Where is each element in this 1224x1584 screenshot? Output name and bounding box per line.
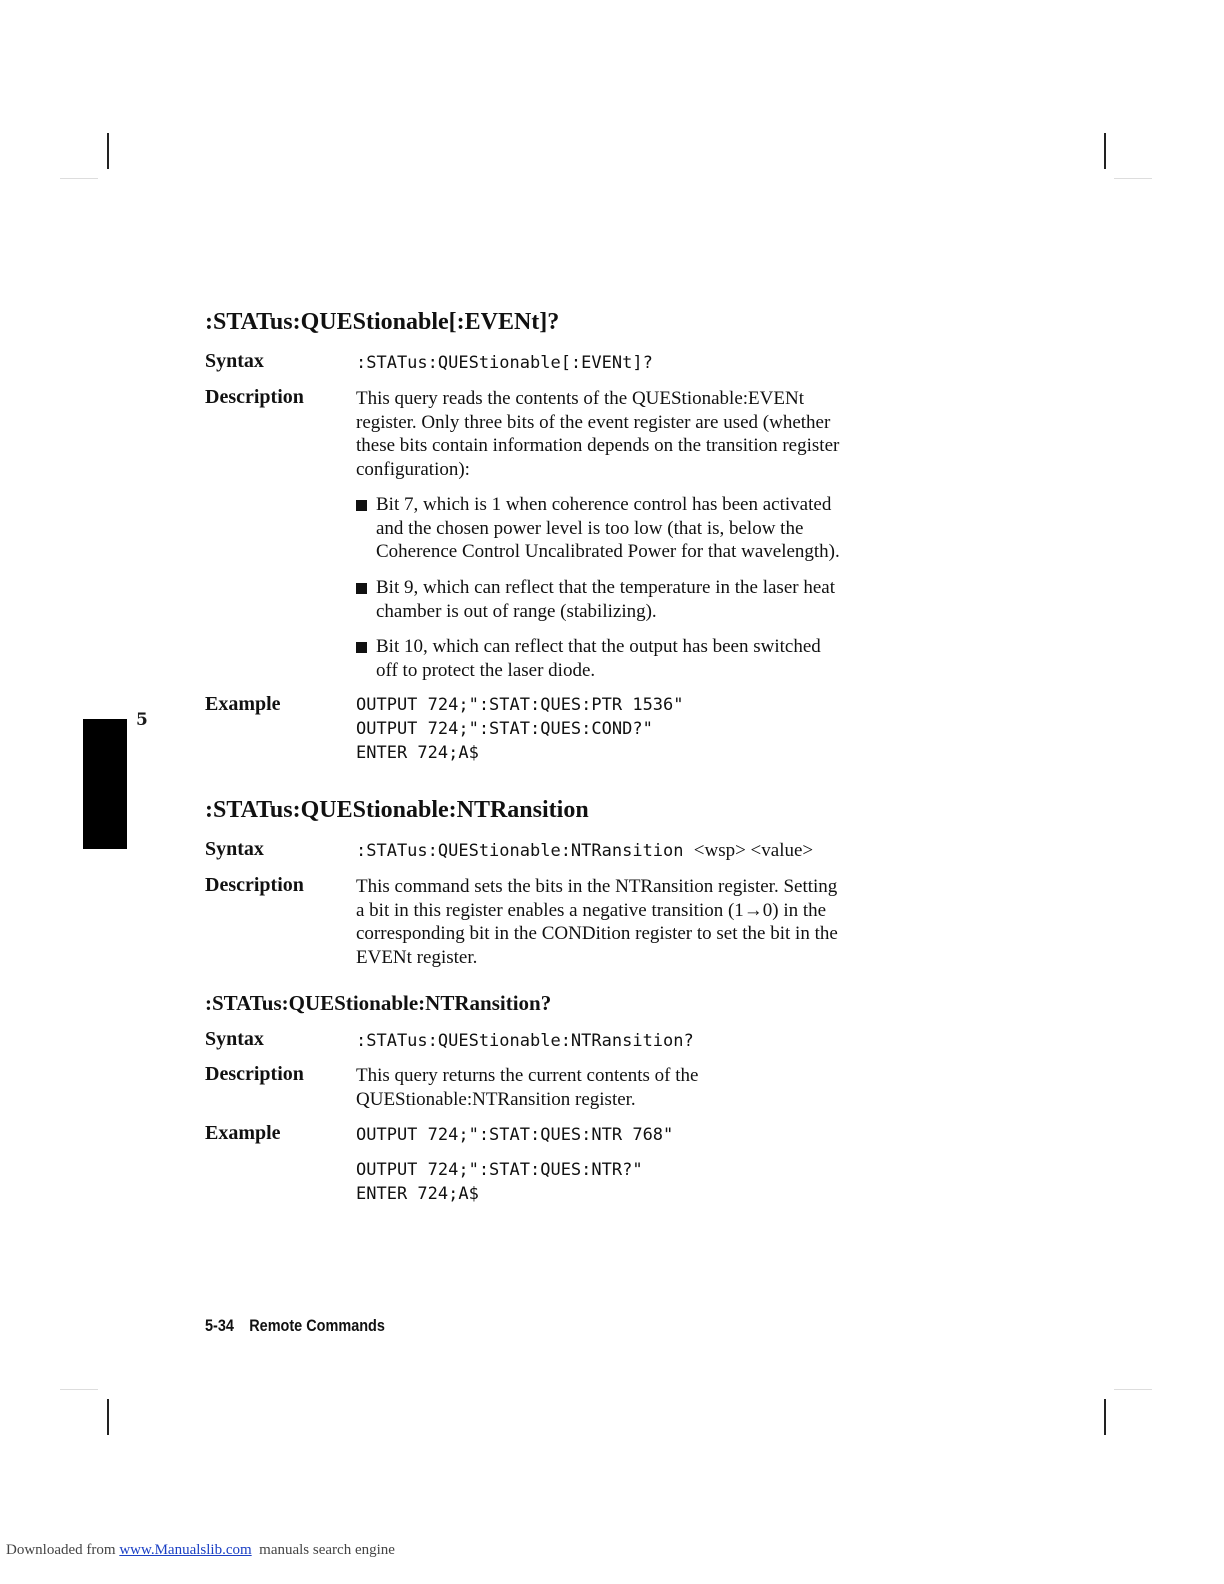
description-line: register. Only three bits of the event register are used (whether — [356, 411, 831, 433]
bullet-square-icon — [356, 500, 367, 511]
page-number: 5-34 — [205, 1316, 234, 1335]
example-code: OUTPUT 724;":STAT:QUES:NTR 768" — [356, 1125, 674, 1145]
syntax-label: Syntax — [205, 838, 264, 860]
description-line: This query reads the contents of the QUEStionable:EVENt — [356, 388, 804, 409]
description-text — [356, 1064, 961, 1111]
code-line: OUTPUT 724;":STAT:QUES:COND?" — [356, 719, 653, 739]
syntax-command-text: :STATus:QUEStionable:NTRansition — [356, 841, 684, 861]
code-line: OUTPUT 724;":STAT:QUES:NTR?" — [356, 1160, 643, 1180]
code-line: ENTER 724;A$ — [356, 1184, 479, 1204]
download-note — [6, 1542, 395, 1559]
bullet-line: off to protect the laser diode. — [376, 659, 596, 681]
example-code — [356, 1158, 643, 1206]
bullet-line: and the chosen power level is too low (that is, below the — [376, 517, 804, 539]
description-line: a bit in this register enables a negative transition (1→0) in the — [356, 899, 827, 921]
syntax-label: Syntax — [205, 350, 264, 372]
crop-mark-top-left — [107, 133, 109, 169]
section-heading: :STATus:QUEStionable:NTRansition? — [205, 991, 552, 1015]
code-line: ENTER 724;A$ — [356, 743, 479, 763]
description-text — [356, 387, 961, 481]
chapter-tab-number: 5 — [136, 710, 148, 730]
bullet-line: Bit 9, which can reflect that the temperature in the laser heat — [376, 577, 835, 598]
description-line: This command sets the bits in the NTRansition register. Setting — [356, 876, 838, 897]
description-line: configuration): — [356, 458, 470, 480]
crop-mark-top-left-h — [60, 178, 98, 179]
chapter-tab-block — [83, 719, 127, 849]
bullet-line: Bit 10, which can reflect that the output has been switched — [376, 636, 821, 657]
description-label: Description — [205, 874, 304, 896]
example-label: Example — [205, 1122, 281, 1144]
download-suffix: manuals search engine — [259, 1542, 395, 1558]
crop-mark-top-right-h — [1114, 178, 1152, 179]
manualslib-link[interactable]: www.Manualslib.com — [119, 1542, 252, 1558]
crop-mark-bottom-left-h — [60, 1389, 98, 1390]
syntax-command — [356, 839, 813, 863]
crop-mark-bottom-right — [1104, 1399, 1106, 1435]
description-label: Description — [205, 1063, 304, 1085]
chapter-title: Remote Commands — [249, 1316, 385, 1335]
syntax-label: Syntax — [205, 1028, 264, 1050]
description-label: Description — [205, 386, 304, 408]
crop-mark-bottom-right-h — [1114, 1389, 1152, 1390]
description-text — [356, 875, 961, 969]
description-line: QUEStionable:NTRansition register. — [356, 1088, 636, 1110]
crop-mark-bottom-left — [107, 1399, 109, 1435]
section-heading: :STATus:QUEStionable:NTRansition — [205, 797, 589, 823]
bullet-square-icon — [356, 642, 367, 653]
bullet-line: Bit 7, which is 1 when coherence control has been activated — [376, 494, 832, 515]
bullet-line: Coherence Control Uncalibrated Power for that wavelength). — [376, 541, 840, 562]
section-heading: :STATus:QUEStionable[:EVENt]? — [205, 309, 560, 335]
bullet-square-icon — [356, 583, 367, 594]
description-line: these bits contain information depends on the transition register — [356, 435, 840, 456]
code-line: OUTPUT 724;":STAT:QUES:PTR 1536" — [356, 695, 684, 715]
description-line: This query returns the current contents of the — [356, 1065, 699, 1086]
bullet-line: chamber is out of range (stabilizing). — [376, 600, 657, 622]
download-prefix: Downloaded from — [6, 1542, 116, 1558]
syntax-command: :STATus:QUEStionable:NTRansition? — [356, 1031, 694, 1051]
description-line: EVENt register. — [356, 946, 478, 968]
crop-mark-top-right — [1104, 133, 1106, 169]
description-line: corresponding bit in the CONDition register to set the bit in the — [356, 923, 838, 944]
syntax-params: <wsp> <value> — [693, 840, 814, 861]
example-code — [356, 693, 684, 765]
example-label: Example — [205, 693, 281, 715]
page-footer — [205, 1316, 385, 1336]
syntax-command: :STATus:QUEStionable[:EVENt]? — [356, 353, 653, 373]
